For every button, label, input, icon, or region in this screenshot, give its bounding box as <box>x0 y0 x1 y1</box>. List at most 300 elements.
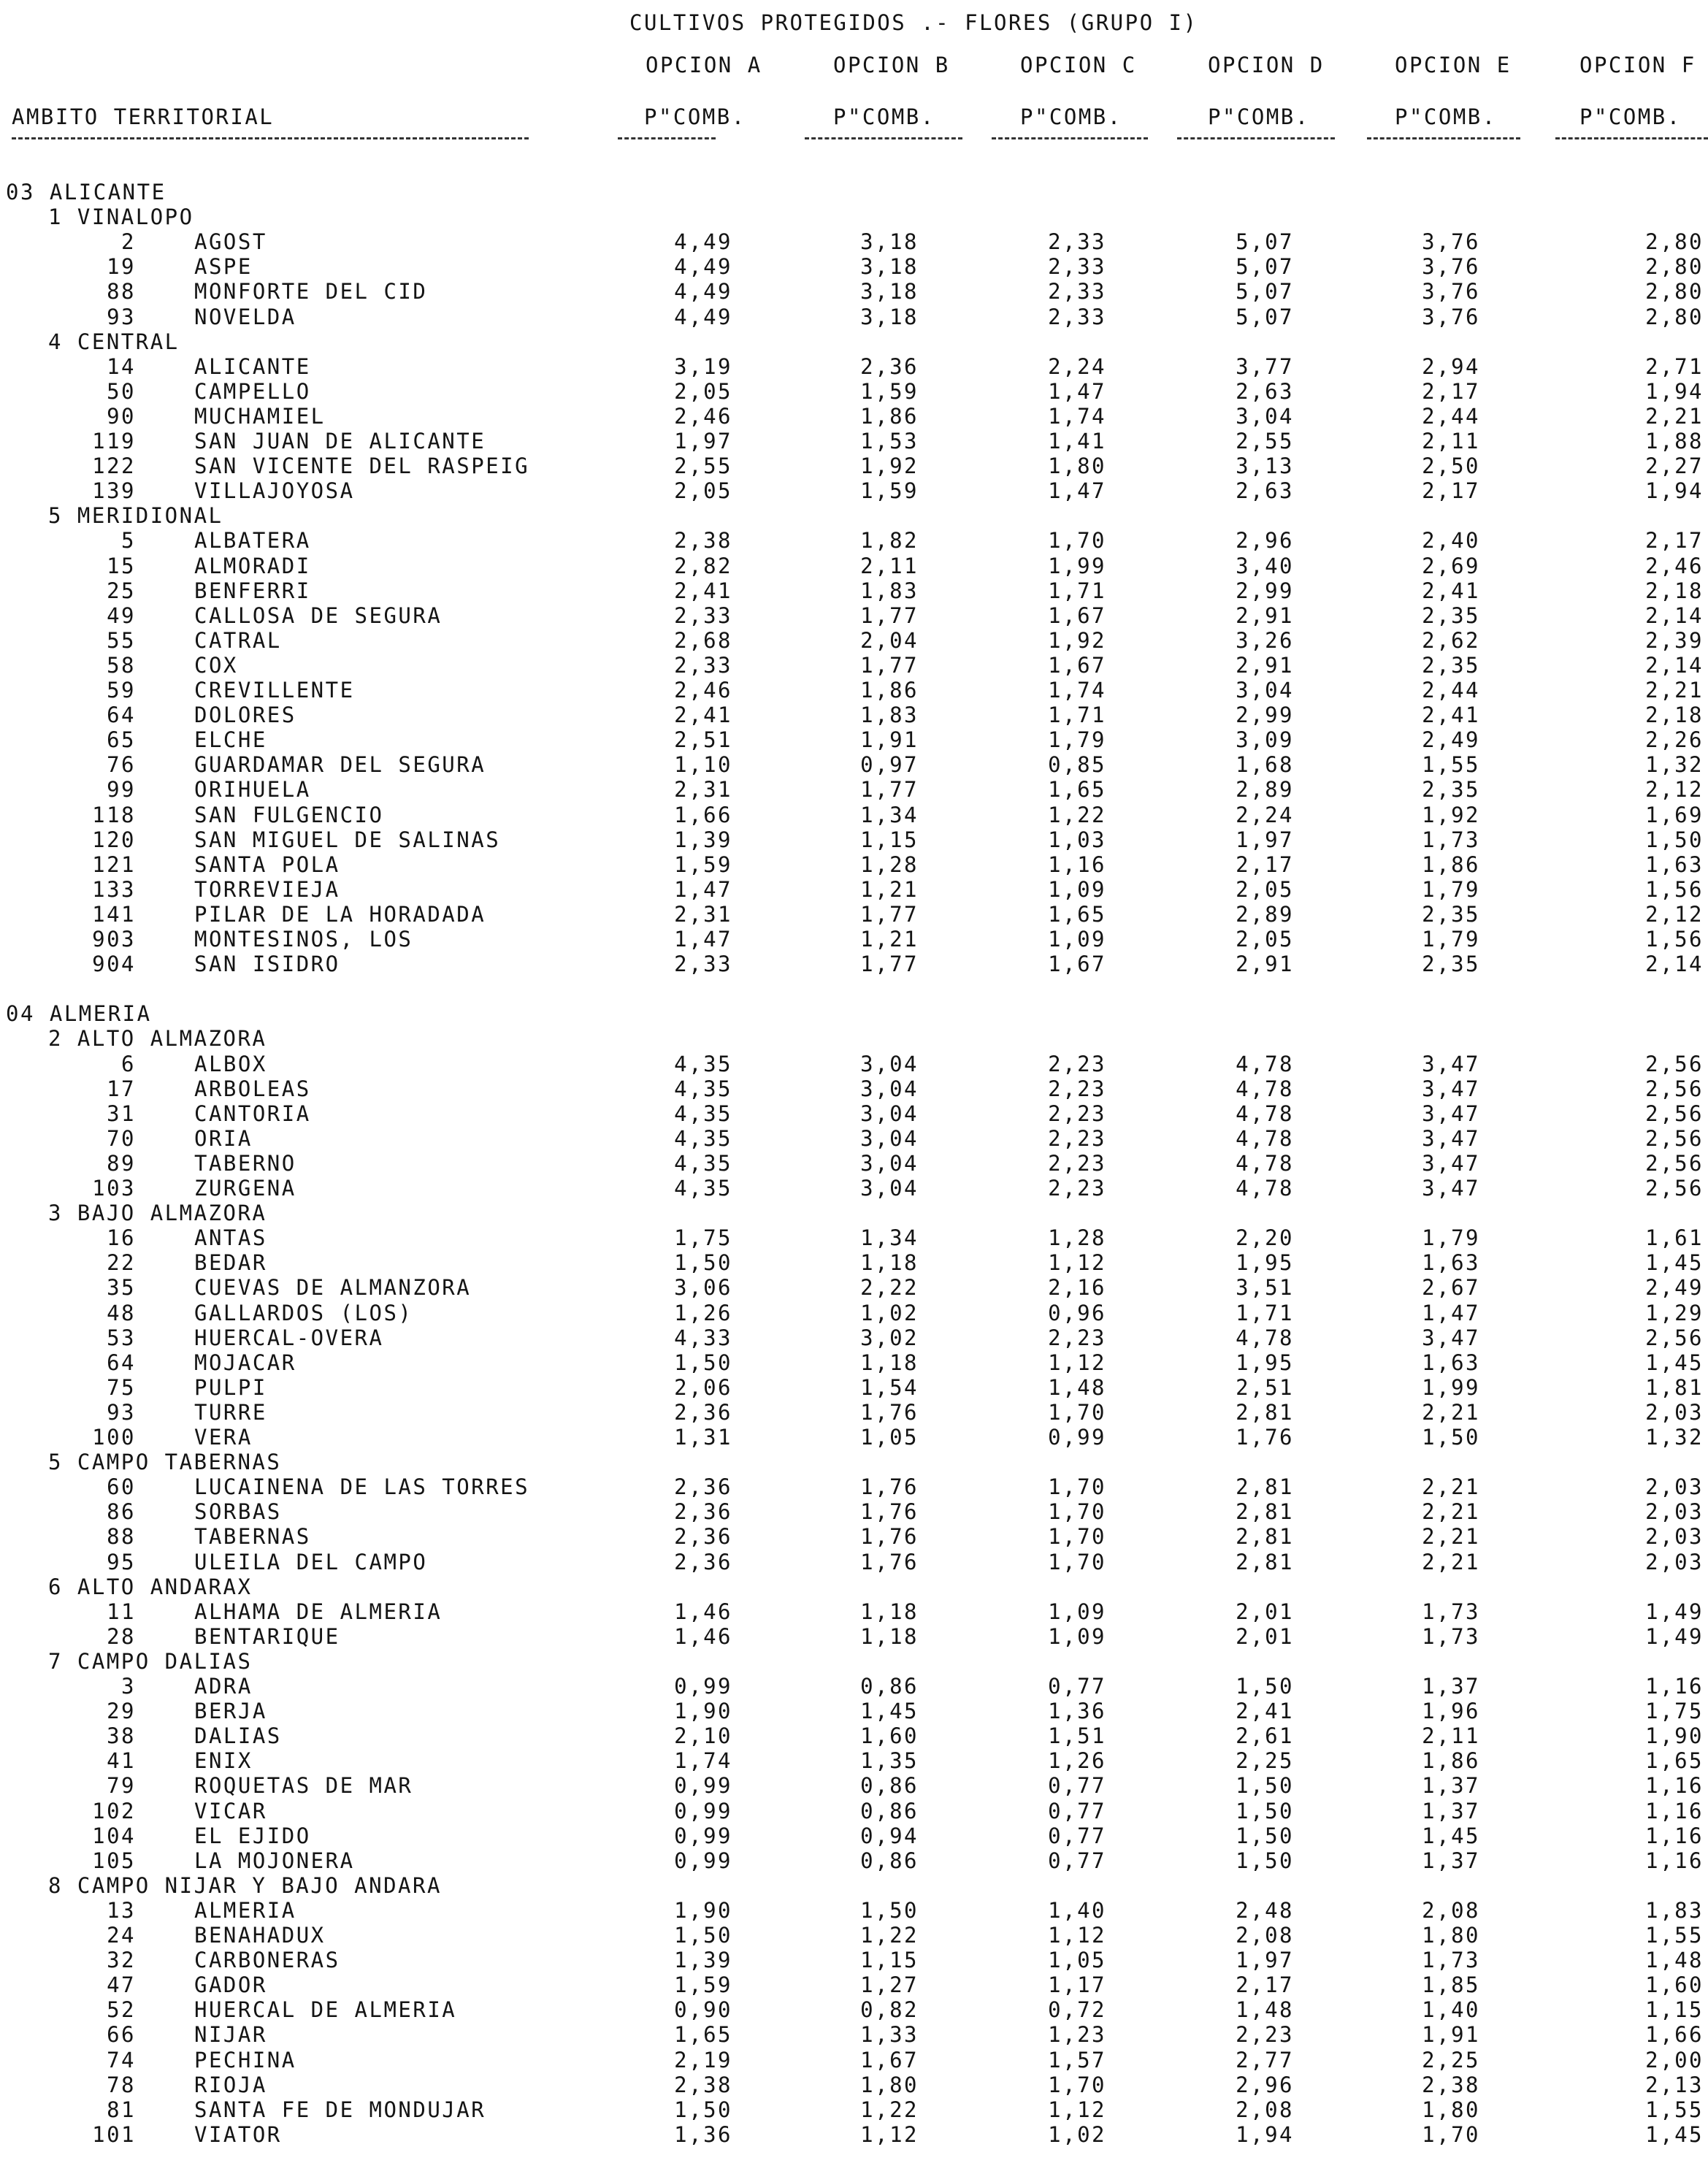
municipality-code: 139 <box>92 478 136 503</box>
value-opcion-b: 0,86 <box>860 1848 919 1873</box>
municipality-name: ALMORADI <box>194 554 311 578</box>
value-opcion-a: 3,06 <box>674 1275 732 1300</box>
value-opcion-a: 2,55 <box>674 453 732 478</box>
municipality-name: HUERCAL-OVERA <box>194 1325 384 1350</box>
value-opcion-f: 2,14 <box>1645 653 1704 678</box>
value-opcion-d: 2,77 <box>1236 2048 1294 2072</box>
municipality-name: NIJAR <box>194 2022 267 2047</box>
value-opcion-e: 2,50 <box>1422 453 1480 478</box>
value-opcion-f: 2,18 <box>1645 703 1704 727</box>
value-opcion-f: 2,21 <box>1645 678 1704 703</box>
value-opcion-d: 2,08 <box>1236 1923 1294 1948</box>
municipality-code: 100 <box>92 1425 136 1450</box>
municipality-name: MUCHAMIEL <box>194 404 326 429</box>
column-sub-d: P"COMB. <box>1208 104 1310 129</box>
value-opcion-e: 2,35 <box>1422 777 1480 802</box>
value-opcion-e: 3,47 <box>1422 1126 1480 1151</box>
municipality-name: PECHINA <box>194 2048 296 2072</box>
value-opcion-a: 1,36 <box>674 2122 732 2147</box>
value-opcion-c: 2,23 <box>1048 1101 1106 1126</box>
value-opcion-b: 1,34 <box>860 1225 919 1250</box>
value-opcion-f: 1,50 <box>1645 827 1704 852</box>
value-opcion-e: 1,37 <box>1422 1674 1480 1699</box>
value-opcion-d: 2,01 <box>1236 1599 1294 1624</box>
value-opcion-d: 1,71 <box>1236 1301 1294 1325</box>
value-opcion-a: 0,99 <box>674 1848 732 1873</box>
value-opcion-a: 1,31 <box>674 1425 732 1450</box>
value-opcion-a: 2,38 <box>674 528 732 553</box>
value-opcion-d: 1,94 <box>1236 2122 1294 2147</box>
municipality-name: SORBAS <box>194 1499 282 1524</box>
comarca-heading: 4 CENTRAL <box>48 329 180 354</box>
value-opcion-d: 5,07 <box>1236 254 1294 279</box>
value-opcion-d: 1,50 <box>1236 1773 1294 1798</box>
value-opcion-a: 2,10 <box>674 1723 732 1748</box>
value-opcion-e: 1,73 <box>1422 827 1480 852</box>
value-opcion-a: 1,90 <box>674 1898 732 1923</box>
value-opcion-e: 2,41 <box>1422 578 1480 603</box>
value-opcion-d: 2,63 <box>1236 478 1294 503</box>
column-header-d: OPCION D <box>1208 53 1325 77</box>
value-opcion-a: 1,59 <box>674 852 732 877</box>
value-opcion-d: 4,78 <box>1236 1325 1294 1350</box>
municipality-name: SAN VICENTE DEL RASPEIG <box>194 453 530 478</box>
value-opcion-e: 2,21 <box>1422 1524 1480 1549</box>
value-opcion-f: 1,49 <box>1645 1624 1704 1649</box>
value-opcion-c: 0,77 <box>1048 1799 1106 1823</box>
value-opcion-a: 4,35 <box>674 1076 732 1101</box>
value-opcion-c: 1,70 <box>1048 2072 1106 2097</box>
value-opcion-a: 2,33 <box>674 952 732 976</box>
municipality-name: CREVILLENTE <box>194 678 355 703</box>
value-opcion-f: 1,45 <box>1645 1250 1704 1275</box>
value-opcion-a: 1,46 <box>674 1624 732 1649</box>
value-opcion-d: 2,23 <box>1236 2022 1294 2047</box>
value-opcion-f: 1,16 <box>1645 1799 1704 1823</box>
value-opcion-e: 1,50 <box>1422 1425 1480 1450</box>
municipality-name: SAN MIGUEL DE SALINAS <box>194 827 501 852</box>
municipality-code: 47 <box>107 1972 136 1997</box>
value-opcion-e: 1,73 <box>1422 1948 1480 1972</box>
value-opcion-e: 3,76 <box>1422 229 1480 254</box>
municipality-name: GALLARDOS (LOS) <box>194 1301 413 1325</box>
value-opcion-e: 3,47 <box>1422 1052 1480 1076</box>
municipality-code: 81 <box>107 2097 136 2122</box>
value-opcion-b: 1,83 <box>860 578 919 603</box>
value-opcion-f: 2,27 <box>1645 453 1704 478</box>
municipality-name: ENIX <box>194 1748 253 1773</box>
value-opcion-b: 1,21 <box>860 927 919 952</box>
municipality-name: TURRE <box>194 1400 267 1425</box>
value-opcion-b: 1,77 <box>860 902 919 927</box>
value-opcion-f: 1,16 <box>1645 1773 1704 1798</box>
value-opcion-c: 2,23 <box>1048 1076 1106 1101</box>
value-opcion-a: 2,41 <box>674 703 732 727</box>
value-opcion-e: 2,49 <box>1422 727 1480 752</box>
value-opcion-a: 2,31 <box>674 777 732 802</box>
value-opcion-e: 2,94 <box>1422 354 1480 379</box>
comarca-heading: 8 CAMPO NIJAR Y BAJO ANDARA <box>48 1873 442 1898</box>
header-rule-e <box>1367 137 1520 139</box>
municipality-code: 13 <box>107 1898 136 1923</box>
value-opcion-b: 1,86 <box>860 404 919 429</box>
value-opcion-f: 2,56 <box>1645 1151 1704 1176</box>
municipality-code: 88 <box>107 279 136 304</box>
value-opcion-f: 2,46 <box>1645 554 1704 578</box>
municipality-code: 78 <box>107 2072 136 2097</box>
municipality-code: 59 <box>107 678 136 703</box>
value-opcion-a: 2,36 <box>674 1400 732 1425</box>
value-opcion-b: 1,18 <box>860 1350 919 1375</box>
value-opcion-c: 1,09 <box>1048 1624 1106 1649</box>
value-opcion-e: 3,47 <box>1422 1176 1480 1201</box>
value-opcion-c: 1,47 <box>1048 379 1106 404</box>
value-opcion-f: 1,75 <box>1645 1699 1704 1723</box>
value-opcion-c: 1,12 <box>1048 1350 1106 1375</box>
value-opcion-a: 1,50 <box>674 1350 732 1375</box>
municipality-name: LUCAINENA DE LAS TORRES <box>194 1474 530 1499</box>
value-opcion-d: 4,78 <box>1236 1076 1294 1101</box>
value-opcion-c: 1,02 <box>1048 2122 1106 2147</box>
municipality-name: TORREVIEJA <box>194 877 340 902</box>
value-opcion-a: 3,19 <box>674 354 732 379</box>
value-opcion-a: 2,31 <box>674 902 732 927</box>
value-opcion-e: 2,35 <box>1422 902 1480 927</box>
value-opcion-d: 3,04 <box>1236 678 1294 703</box>
value-opcion-c: 1,41 <box>1048 429 1106 453</box>
value-opcion-b: 1,77 <box>860 777 919 802</box>
value-opcion-f: 1,32 <box>1645 752 1704 777</box>
province-heading: 04 ALMERIA <box>6 1001 152 1026</box>
value-opcion-b: 1,76 <box>860 1524 919 1549</box>
value-opcion-b: 0,94 <box>860 1823 919 1848</box>
value-opcion-c: 1,12 <box>1048 1923 1106 1948</box>
value-opcion-d: 5,07 <box>1236 305 1294 329</box>
municipality-name: ORIA <box>194 1126 253 1151</box>
value-opcion-e: 2,21 <box>1422 1400 1480 1425</box>
value-opcion-a: 1,97 <box>674 429 732 453</box>
municipality-code: 101 <box>92 2122 136 2147</box>
value-opcion-d: 2,81 <box>1236 1550 1294 1574</box>
value-opcion-c: 1,09 <box>1048 877 1106 902</box>
value-opcion-c: 1,51 <box>1048 1723 1106 1748</box>
value-opcion-c: 1,65 <box>1048 902 1106 927</box>
value-opcion-f: 2,80 <box>1645 305 1704 329</box>
value-opcion-d: 1,97 <box>1236 1948 1294 1972</box>
value-opcion-a: 4,35 <box>674 1052 732 1076</box>
value-opcion-e: 1,86 <box>1422 1748 1480 1773</box>
value-opcion-d: 2,08 <box>1236 2097 1294 2122</box>
municipality-code: 53 <box>107 1325 136 1350</box>
value-opcion-b: 3,18 <box>860 279 919 304</box>
value-opcion-a: 1,50 <box>674 1923 732 1948</box>
value-opcion-e: 1,79 <box>1422 927 1480 952</box>
value-opcion-b: 3,04 <box>860 1151 919 1176</box>
value-opcion-a: 2,06 <box>674 1375 732 1400</box>
value-opcion-c: 2,24 <box>1048 354 1106 379</box>
value-opcion-c: 2,23 <box>1048 1052 1106 1076</box>
value-opcion-b: 0,97 <box>860 752 919 777</box>
value-opcion-d: 2,20 <box>1236 1225 1294 1250</box>
value-opcion-e: 2,44 <box>1422 404 1480 429</box>
municipality-name: ANTAS <box>194 1225 267 1250</box>
value-opcion-a: 0,99 <box>674 1799 732 1823</box>
municipality-code: 49 <box>107 603 136 628</box>
value-opcion-e: 2,41 <box>1422 703 1480 727</box>
value-opcion-a: 1,26 <box>674 1301 732 1325</box>
value-opcion-b: 1,59 <box>860 478 919 503</box>
municipality-code: 89 <box>107 1151 136 1176</box>
municipality-name: NOVELDA <box>194 305 296 329</box>
municipality-name: SAN FULGENCIO <box>194 803 384 827</box>
value-opcion-e: 3,76 <box>1422 254 1480 279</box>
value-opcion-d: 4,78 <box>1236 1101 1294 1126</box>
value-opcion-e: 2,21 <box>1422 1499 1480 1524</box>
value-opcion-d: 2,01 <box>1236 1624 1294 1649</box>
value-opcion-c: 0,77 <box>1048 1848 1106 1873</box>
municipality-code: 17 <box>107 1076 136 1101</box>
value-opcion-d: 2,81 <box>1236 1400 1294 1425</box>
municipality-code: 88 <box>107 1524 136 1549</box>
header-rule-a <box>618 137 716 139</box>
value-opcion-b: 1,33 <box>860 2022 919 2047</box>
value-opcion-a: 2,36 <box>674 1524 732 1549</box>
value-opcion-e: 2,17 <box>1422 379 1480 404</box>
municipality-code: 90 <box>107 404 136 429</box>
value-opcion-a: 0,99 <box>674 1773 732 1798</box>
value-opcion-b: 1,34 <box>860 803 919 827</box>
value-opcion-c: 1,67 <box>1048 653 1106 678</box>
value-opcion-b: 3,18 <box>860 305 919 329</box>
value-opcion-c: 1,74 <box>1048 404 1106 429</box>
value-opcion-e: 1,80 <box>1422 2097 1480 2122</box>
value-opcion-f: 1,56 <box>1645 877 1704 902</box>
municipality-code: 6 <box>121 1052 136 1076</box>
value-opcion-a: 4,49 <box>674 305 732 329</box>
value-opcion-d: 3,26 <box>1236 628 1294 653</box>
column-header-c: OPCION C <box>1020 53 1137 77</box>
value-opcion-c: 1,12 <box>1048 1250 1106 1275</box>
value-opcion-c: 1,23 <box>1048 2022 1106 2047</box>
municipality-code: 121 <box>92 852 136 877</box>
value-opcion-f: 2,03 <box>1645 1400 1704 1425</box>
value-opcion-c: 0,85 <box>1048 752 1106 777</box>
value-opcion-e: 3,47 <box>1422 1325 1480 1350</box>
municipality-code: 122 <box>92 453 136 478</box>
value-opcion-b: 1,83 <box>860 703 919 727</box>
municipality-code: 41 <box>107 1748 136 1773</box>
municipality-code: 99 <box>107 777 136 802</box>
municipality-code: 76 <box>107 752 136 777</box>
column-sub-e: P"COMB. <box>1395 104 1497 129</box>
value-opcion-c: 1,17 <box>1048 1972 1106 1997</box>
value-opcion-b: 3,04 <box>860 1052 919 1076</box>
value-opcion-c: 1,22 <box>1048 803 1106 827</box>
value-opcion-d: 4,78 <box>1236 1052 1294 1076</box>
municipality-code: 15 <box>107 554 136 578</box>
value-opcion-a: 2,36 <box>674 1499 732 1524</box>
value-opcion-f: 2,80 <box>1645 279 1704 304</box>
value-opcion-d: 1,97 <box>1236 827 1294 852</box>
value-opcion-d: 1,50 <box>1236 1848 1294 1873</box>
value-opcion-d: 2,48 <box>1236 1898 1294 1923</box>
value-opcion-d: 2,24 <box>1236 803 1294 827</box>
municipality-name: MONTESINOS, LOS <box>194 927 413 952</box>
value-opcion-a: 2,41 <box>674 578 732 603</box>
value-opcion-b: 1,12 <box>860 2122 919 2147</box>
municipality-code: 60 <box>107 1474 136 1499</box>
value-opcion-c: 2,23 <box>1048 1126 1106 1151</box>
value-opcion-f: 1,61 <box>1645 1225 1704 1250</box>
value-opcion-d: 2,17 <box>1236 1972 1294 1997</box>
municipality-name: CAMPELLO <box>194 379 311 404</box>
value-opcion-f: 1,56 <box>1645 927 1704 952</box>
value-opcion-f: 1,60 <box>1645 1972 1704 1997</box>
municipality-code: 118 <box>92 803 136 827</box>
value-opcion-c: 1,05 <box>1048 1948 1106 1972</box>
value-opcion-b: 1,92 <box>860 453 919 478</box>
value-opcion-f: 2,03 <box>1645 1499 1704 1524</box>
value-opcion-c: 2,23 <box>1048 1176 1106 1201</box>
municipality-code: 35 <box>107 1275 136 1300</box>
value-opcion-d: 3,13 <box>1236 453 1294 478</box>
municipality-code: 5 <box>121 528 136 553</box>
value-opcion-d: 4,78 <box>1236 1151 1294 1176</box>
municipality-name: TABERNAS <box>194 1524 311 1549</box>
municipality-code: 75 <box>107 1375 136 1400</box>
value-opcion-f: 2,56 <box>1645 1325 1704 1350</box>
value-opcion-c: 1,70 <box>1048 528 1106 553</box>
value-opcion-e: 1,37 <box>1422 1848 1480 1873</box>
municipality-name: DOLORES <box>194 703 296 727</box>
value-opcion-c: 1,16 <box>1048 852 1106 877</box>
municipality-name: COX <box>194 653 238 678</box>
value-opcion-d: 4,78 <box>1236 1126 1294 1151</box>
value-opcion-e: 1,79 <box>1422 877 1480 902</box>
municipality-name: ADRA <box>194 1674 253 1699</box>
municipality-name: VERA <box>194 1425 253 1450</box>
value-opcion-e: 1,47 <box>1422 1301 1480 1325</box>
comarca-heading: 5 MERIDIONAL <box>48 503 223 528</box>
value-opcion-d: 2,91 <box>1236 603 1294 628</box>
value-opcion-f: 1,45 <box>1645 1350 1704 1375</box>
value-opcion-c: 1,70 <box>1048 1550 1106 1574</box>
municipality-name: SANTA POLA <box>194 852 340 877</box>
value-opcion-f: 1,65 <box>1645 1748 1704 1773</box>
value-opcion-b: 1,53 <box>860 429 919 453</box>
value-opcion-b: 1,18 <box>860 1250 919 1275</box>
value-opcion-b: 3,04 <box>860 1101 919 1126</box>
value-opcion-c: 2,23 <box>1048 1151 1106 1176</box>
value-opcion-d: 2,51 <box>1236 1375 1294 1400</box>
municipality-code: 79 <box>107 1773 136 1798</box>
value-opcion-f: 1,15 <box>1645 1997 1704 2022</box>
value-opcion-d: 2,05 <box>1236 877 1294 902</box>
value-opcion-a: 2,51 <box>674 727 732 752</box>
header-rule-ambito <box>12 137 529 139</box>
value-opcion-c: 1,12 <box>1048 2097 1106 2122</box>
municipality-name: PULPI <box>194 1375 267 1400</box>
value-opcion-e: 1,45 <box>1422 1823 1480 1848</box>
value-opcion-f: 1,32 <box>1645 1425 1704 1450</box>
municipality-name: BENAHADUX <box>194 1923 326 1948</box>
municipality-name: CATRAL <box>194 628 282 653</box>
value-opcion-d: 3,04 <box>1236 404 1294 429</box>
page-title: CULTIVOS PROTEGIDOS .- FLORES (GRUPO I) <box>629 10 1198 35</box>
value-opcion-d: 3,09 <box>1236 727 1294 752</box>
municipality-name: ROQUETAS DE MAR <box>194 1773 413 1798</box>
comarca-heading: 6 ALTO ANDARAX <box>48 1574 253 1599</box>
value-opcion-f: 2,49 <box>1645 1275 1704 1300</box>
value-opcion-b: 1,45 <box>860 1699 919 1723</box>
value-opcion-c: 1,70 <box>1048 1524 1106 1549</box>
value-opcion-e: 3,47 <box>1422 1101 1480 1126</box>
value-opcion-a: 4,35 <box>674 1126 732 1151</box>
municipality-name: ARBOLEAS <box>194 1076 311 1101</box>
value-opcion-f: 2,56 <box>1645 1101 1704 1126</box>
municipality-code: 120 <box>92 827 136 852</box>
value-opcion-c: 0,77 <box>1048 1773 1106 1798</box>
municipality-name: ALBATERA <box>194 528 311 553</box>
value-opcion-b: 1,15 <box>860 827 919 852</box>
value-opcion-e: 1,91 <box>1422 2022 1480 2047</box>
value-opcion-e: 2,21 <box>1422 1474 1480 1499</box>
value-opcion-a: 1,47 <box>674 877 732 902</box>
header-rule-b <box>805 137 962 139</box>
municipality-name: ALHAMA DE ALMERIA <box>194 1599 443 1624</box>
value-opcion-a: 1,75 <box>674 1225 732 1250</box>
value-opcion-c: 1,47 <box>1048 478 1106 503</box>
value-opcion-f: 1,94 <box>1645 379 1704 404</box>
comarca-heading: 5 CAMPO TABERNAS <box>48 1450 282 1474</box>
value-opcion-c: 0,96 <box>1048 1301 1106 1325</box>
value-opcion-b: 1,27 <box>860 1972 919 1997</box>
municipality-code: 50 <box>107 379 136 404</box>
value-opcion-c: 1,65 <box>1048 777 1106 802</box>
municipality-code: 104 <box>92 1823 136 1848</box>
municipality-name: BENTARIQUE <box>194 1624 340 1649</box>
value-opcion-e: 1,40 <box>1422 1997 1480 2022</box>
value-opcion-a: 1,47 <box>674 927 732 952</box>
value-opcion-b: 3,18 <box>860 229 919 254</box>
municipality-code: 903 <box>92 927 136 952</box>
value-opcion-f: 2,80 <box>1645 254 1704 279</box>
value-opcion-e: 2,62 <box>1422 628 1480 653</box>
value-opcion-b: 1,76 <box>860 1550 919 1574</box>
value-opcion-b: 2,22 <box>860 1275 919 1300</box>
value-opcion-a: 4,49 <box>674 254 732 279</box>
column-header-f: OPCION F <box>1579 53 1696 77</box>
municipality-name: EL EJIDO <box>194 1823 311 1848</box>
value-opcion-f: 1,16 <box>1645 1823 1704 1848</box>
municipality-code: 93 <box>107 1400 136 1425</box>
municipality-code: 32 <box>107 1948 136 1972</box>
municipality-code: 64 <box>107 703 136 727</box>
header-rule-d <box>1177 137 1335 139</box>
value-opcion-b: 1,15 <box>860 1948 919 1972</box>
value-opcion-e: 2,67 <box>1422 1275 1480 1300</box>
value-opcion-b: 0,86 <box>860 1799 919 1823</box>
value-opcion-b: 3,04 <box>860 1126 919 1151</box>
value-opcion-e: 1,80 <box>1422 1923 1480 1948</box>
value-opcion-f: 2,03 <box>1645 1550 1704 1574</box>
value-opcion-e: 1,63 <box>1422 1350 1480 1375</box>
value-opcion-f: 2,03 <box>1645 1524 1704 1549</box>
value-opcion-e: 2,38 <box>1422 2072 1480 2097</box>
municipality-code: 24 <box>107 1923 136 1948</box>
value-opcion-d: 2,96 <box>1236 2072 1294 2097</box>
municipality-code: 141 <box>92 902 136 927</box>
